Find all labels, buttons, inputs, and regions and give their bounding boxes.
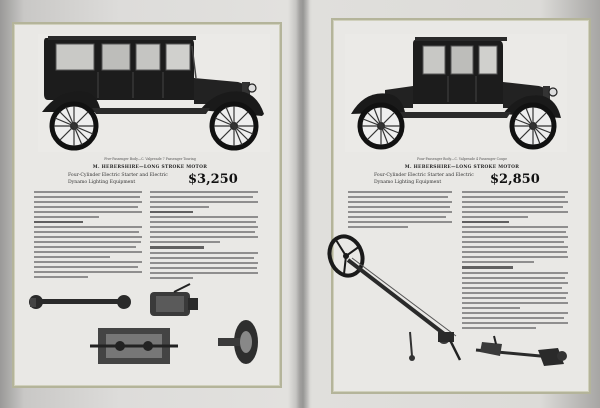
left-model-line: M. HEBERSHIRE—LONG STROKE MOTOR	[92, 165, 208, 170]
right-model-line: M. HEBERSHIRE—LONG STROKE MOTOR	[404, 165, 520, 170]
limousine-illustration	[38, 34, 270, 152]
left-spec-line-2: Dynamo Lighting Equipment	[68, 180, 136, 185]
right-spec-line-1: Four-Cylinder Electric Starter and Electric	[374, 173, 474, 178]
chassis-parts-illustration	[24, 284, 268, 376]
right-spec-line-2: Dynamo Lighting Equipment	[374, 180, 442, 185]
coupe-illustration	[345, 34, 567, 152]
left-body-text-col-2	[150, 191, 258, 281]
left-photo-caption: Five-Passenger Body—C. Valpreade 7 Passenger Touring	[104, 157, 196, 161]
left-body-text-col-1	[34, 191, 142, 281]
right-photo-caption: Four-Passenger Body—C. Valpreade 4 Passenger Coupe	[417, 157, 507, 161]
page-gutter	[296, 0, 310, 408]
left-spec-line-1: Four-Cylinder Electric Starter and Electric	[68, 173, 168, 178]
right-body-text-col-1	[348, 191, 452, 233]
left-price: $3,250	[188, 172, 238, 187]
right-price: $2,850	[490, 172, 540, 187]
steering-column-illustration	[326, 232, 576, 382]
